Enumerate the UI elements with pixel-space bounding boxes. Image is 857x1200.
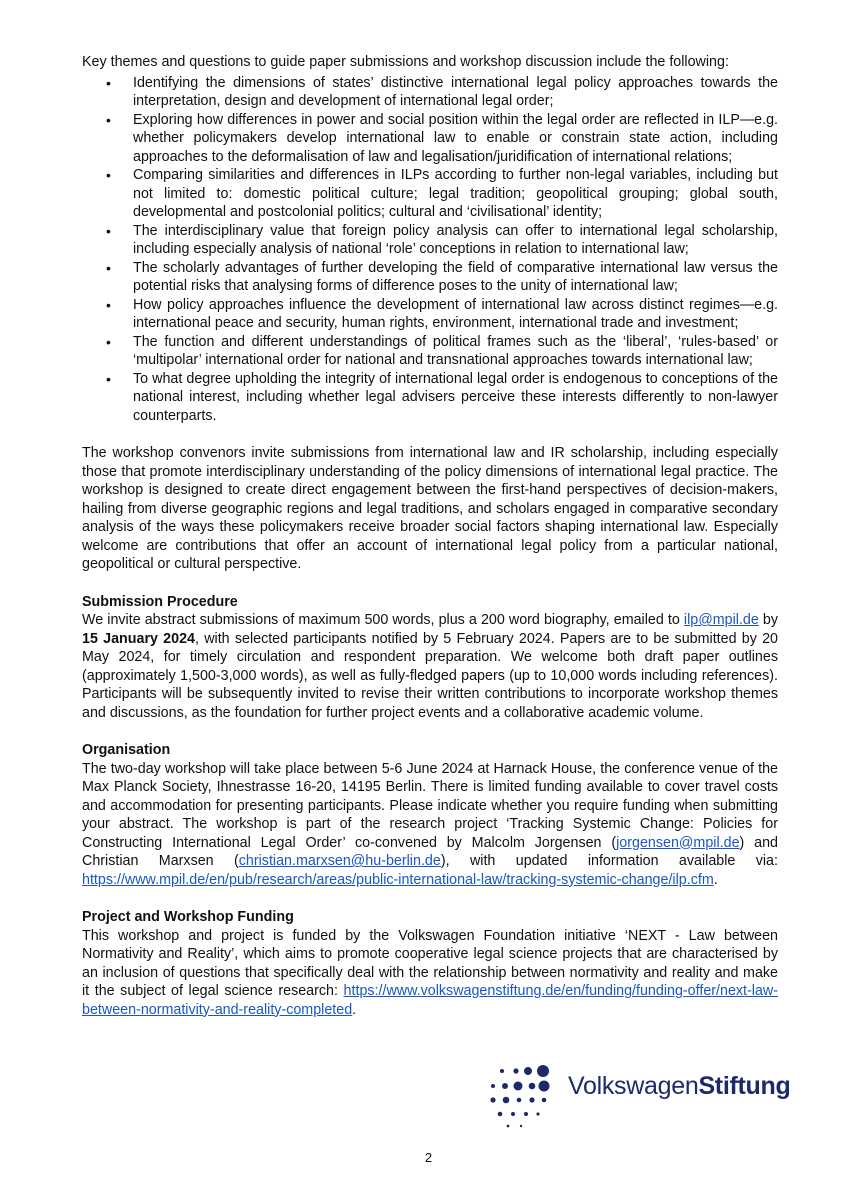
convenors-paragraph: The workshop convenors invite submissions from international law and IR scholarship, including especially those that promote interdisciplinary understanding of the policy dimensions of international legal practice. The workshop is designed to create direct engagement between the first-hand perspectives of decision-makers, hailing from diverse geographic regions and legal traditions, and scholars engaged in comparative secondary analysis of the ways these policymakers receive broader social factors shaping international law. Especially welcome are contributions that offer an account of international legal policy from a particular national, geopolitical or cultural perspective. (82, 445, 778, 572)
marxsen-email-link[interactable]: christian.marxsen@hu-berlin.de (238, 853, 441, 869)
jorgensen-email-link[interactable]: jorgensen@mpil.de (616, 834, 740, 851)
organisation-text-3: ), with updated information available via: (440, 853, 778, 869)
funding-url-link[interactable]: https://www.volkswagenstiftung.de/en/funding/funding-offer/next-law-between-normativity-and-reality-completed (82, 983, 778, 1018)
list-item: • To what degree upholding the integrity of international legal order is endogenous to conceptions of the national interest, including whether legal advisers perceive these interests differently to non-lawyer counterparts. (82, 370, 778, 426)
list-item: • Exploring how differences in power and social position within the legal order are reflected in ILP—e.g. whether policymakers develop international law to enable or constrain state action, including approaches to the deformalisation of law and legalisation/juridification of international relations; (82, 111, 778, 167)
submission-paragraph (82, 611, 778, 722)
submission-email-link[interactable]: ilp@mpil.de (683, 612, 759, 628)
logo-name-bold: Stiftung (698, 1072, 791, 1100)
dots-logo-icon (488, 1064, 560, 1128)
list-item: • Comparing similarities and differences in ILPs according to further non-legal variables, including but not limited to: domestic political culture; legal tradition; geopolitical grouping; global south, developmental and postcolonial politics; cultural and ‘civilisational’ identity; (82, 166, 778, 222)
list-item: • How policy approaches influence the development of international law across distinct regimes—e.g. international peace and security, human rights, environment, international trade and investment; (82, 296, 778, 333)
themes-intro: Key themes and questions to guide paper submissions and workshop discussion include the following: (82, 54, 729, 70)
organisation-paragraph (82, 760, 778, 890)
list-item: • Identifying the dimensions of states’ distinctive international legal policy approaches towards the interpretation, design and development of international legal order; (82, 74, 778, 111)
submission-section (82, 593, 778, 723)
project-url-link[interactable]: https://www.mpil.de/en/pub/research/areas/public-international-law/tracking-systemic-change/ilp.cfm (82, 871, 714, 888)
organisation-text-4: . (713, 871, 718, 888)
funding-paragraph (82, 927, 778, 1020)
list-item: • The interdisciplinary value that foreign policy analysis can offer to international legal scholarship, including especially analysis of national ‘role’ conceptions in relation to international law; (82, 222, 778, 259)
funding-text-1: This workshop and project is funded by the Volkswagen Foundation initiative ‘NEXT - Law between Normativity and Reality’, which aims to promote cooperative legal science projects that are characterised by an inclusion of questions that specifically deal with the relationship between normativity and reality and make it the subject of legal science research: (82, 927, 778, 999)
logo-dots (490, 1065, 549, 1127)
logo-name-regular: Volkswagen (568, 1072, 699, 1100)
funding-text-2: . (352, 1001, 357, 1018)
submission-text-1: We invite abstract submissions of maximum 500 words, plus a 200 word biography, emailed to (82, 612, 684, 628)
organisation-section (82, 741, 778, 889)
organisation-text-1: The two-day workshop will take place between 5-6 June 2024 at Harnack House, the conference venue of the Max Planck Society, Ihnestrasse 16-20, 14195 Berlin. There is limited funding available to cover travel costs and accommodation for presenting participants. Please indicate whether you require funding when submitting your abstract. The workshop is part of the research project ‘Tracking Systemic Change: Policies for Constructing International Legal Order’ co-convened by Malcolm Jorgensen ( (82, 760, 778, 851)
themes-list (82, 74, 778, 426)
organisation-heading: Organisation (82, 742, 171, 758)
list-item: • The scholarly advantages of further developing the field of comparative international law versus the potential risks that analysing forms of difference poses to the unity of international law; (82, 259, 778, 296)
funding-heading: Project and Workshop Funding (82, 909, 294, 925)
submission-text-2: by (758, 612, 778, 628)
document-page (82, 53, 778, 1019)
submission-heading: Submission Procedure (82, 593, 238, 610)
funding-section (82, 908, 778, 1019)
submission-text-3: , with selected participants notified by 5 February 2024. Papers are to be submitted by 20 May 2024, for timely circulation and respondent preparation. We welcome both draft paper outlines (approximately 1,500-3,000 words), as well as fully-fledged papers (up to 10,000 words including references). Participants will be subsequently invited to revise their written contributions to incorporate workshop themes and discussions, as the foundation for further project events and a collaborative academic volume. (82, 630, 778, 721)
list-item: • The function and different understandings of political frames such as the ‘liberal’, ‘rules-based’ or ‘multipolar’ international order for national and transnational approaches towards international law; (82, 333, 778, 370)
logo-wordmark (568, 1072, 790, 1101)
page-number: 2 (424, 1150, 433, 1165)
submission-deadline: 15 January 2024 (82, 630, 195, 647)
organisation-text-2: ) and Christian Marxsen ( (82, 834, 778, 869)
volkswagenstiftung-logo (488, 1064, 791, 1144)
